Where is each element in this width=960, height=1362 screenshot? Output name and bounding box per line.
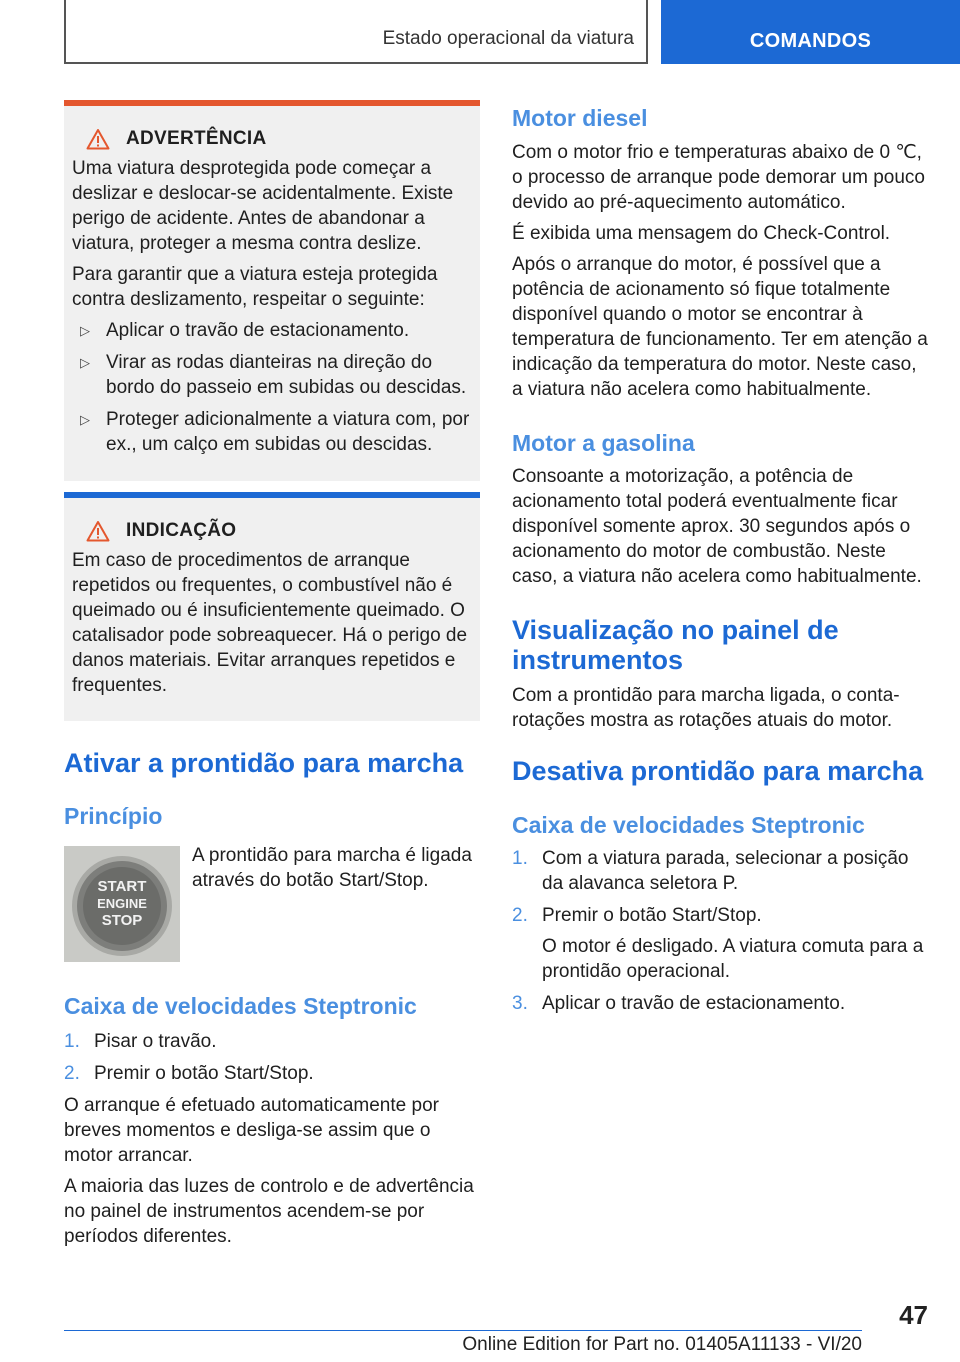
step-text: Pisar o travão.	[94, 1031, 217, 1052]
list-item	[512, 903, 932, 928]
warning-paragraph-2: Para garantir que a viatura esteja protegida contra deslizamento, respeitar o seguinte:	[72, 264, 438, 310]
list-item	[512, 991, 932, 1016]
step-number: 1.	[512, 848, 528, 869]
warning-title: ADVERTÊNCIA	[126, 128, 267, 149]
activate-paragraph-2: A maioria das luzes de controlo e de advertência no painel de instrumentos acendem-se por períodos diferentes.	[64, 1176, 474, 1247]
principle-text: A prontidão para marcha é ligada através do botão Start/Stop.	[192, 845, 472, 891]
header-chapter-title: COMANDOS	[749, 30, 872, 52]
step-2-subtext: O motor é desligado. A viatura comuta para a prontidão operacional.	[542, 936, 924, 982]
start-stop-button-image	[64, 846, 180, 962]
list-item-text: Proteger adicionalmente a viatura com, por ex., um calço em subidas ou descidas.	[106, 409, 470, 455]
bullet-marker-icon: ▷	[80, 412, 90, 427]
bullet-marker-icon: ▷	[80, 355, 90, 370]
deactivate-steps	[512, 846, 932, 1023]
diesel-paragraph-3: Após o arranque do motor, é possível que a potência de acionamento só fique totalmente disponível quando o motor se encontrar à temperatura de funcionamento. Ter em atenção a indicação da temperatura do motor. Neste caso, a viatura não acelera como habitualmente.	[512, 254, 928, 400]
heading-steptronic-left: Caixa de velocidades Steptronic	[64, 993, 417, 1019]
engine-label: ENGINE	[97, 896, 147, 911]
activate-steps	[64, 1029, 480, 1255]
heading-deactivate: Desativa prontidão para marcha	[512, 756, 924, 786]
start-label: START	[97, 878, 147, 895]
list-item	[72, 407, 472, 457]
step-number: 2.	[512, 905, 528, 926]
step-text: Aplicar o travão de estacionamento.	[542, 993, 846, 1014]
petrol-paragraph-1: Consoante a motorização, a potência de acionamento total poderá eventualmente ficar disponível somente aprox. 30 segundos após o acionamento do motor de combustão. Neste caso, a viatura não acelera como habitualmente.	[512, 466, 922, 587]
warning-triangle-icon	[86, 520, 110, 542]
heading-petrol: Motor a gasolina	[512, 430, 695, 456]
warning-paragraph-1: Uma viatura desprotegida pode começar a deslizar e deslocar-se acidentalmente. Existe perigo de acidente. Antes de abandonar a viatura, proteger a mesma contra deslize.	[72, 158, 454, 254]
step-number: 1.	[64, 1031, 80, 1052]
heading-diesel: Motor diesel	[512, 105, 648, 131]
note-paragraph: Em caso de procedimentos de arranque repetidos ou frequentes, o combustível não é queimado ou é insuficientemente queimado. O catalisador pode sobreaquecer. Há o perigo de danos materiais. Evitar arranques repetidos e frequentes.	[72, 550, 468, 696]
start-stop-label	[64, 878, 180, 929]
footer-divider	[64, 1330, 862, 1331]
header-chapter-tab	[661, 0, 960, 64]
bullet-marker-icon: ▷	[80, 323, 90, 338]
step-number: 3.	[512, 993, 528, 1014]
step-text: Com a viatura parada, selecionar a posição da alavanca seletora P.	[542, 848, 909, 894]
heading-display: Visualização no painel de instrumentos	[512, 615, 839, 675]
step-text: Premir o botão Start/Stop.	[542, 905, 762, 926]
page-number: 47	[899, 1300, 928, 1330]
warning-bullet-list	[72, 318, 472, 457]
warning-triangle-icon	[86, 128, 110, 150]
diesel-paragraph-1: Com o motor frio e temperaturas abaixo de 0 ℃, o processo de arranque pode demorar um pouco devido ao pré-aquecimento automático.	[512, 142, 925, 213]
list-item	[512, 934, 932, 984]
heading-principle: Princípio	[64, 803, 163, 829]
display-section	[512, 683, 932, 739]
list-item-text: Aplicar o travão de estacionamento.	[106, 320, 410, 341]
diesel-section	[512, 140, 932, 408]
note-title-row	[86, 520, 472, 542]
diesel-paragraph-2: É exibida uma mensagem do Check-Control.	[512, 223, 891, 244]
note-box	[64, 492, 480, 721]
warning-box	[64, 100, 480, 481]
activate-paragraph-1: O arranque é efetuado automaticamente por breves momentos e desliga-se assim que o motor arrancar.	[64, 1095, 439, 1166]
stop-label: STOP	[101, 912, 143, 929]
list-item	[72, 318, 472, 343]
heading-steptronic-right: Caixa de velocidades Steptronic	[512, 812, 865, 838]
header-section-tab	[64, 0, 648, 64]
footer-edition: Online Edition for Part no. 01405A11133 - VI/20	[462, 1334, 862, 1355]
list-item	[64, 1061, 480, 1086]
list-item	[512, 846, 932, 896]
petrol-section	[512, 464, 932, 595]
step-text: Premir o botão Start/Stop.	[94, 1063, 314, 1084]
list-item	[72, 350, 472, 400]
warning-title-row	[86, 128, 472, 150]
list-item-text: Virar as rodas dianteiras na direção do bordo do passeio em subidas ou descidas.	[106, 352, 467, 398]
step-number: 2.	[64, 1063, 80, 1084]
note-title: INDICAÇÃO	[126, 520, 237, 541]
list-item	[64, 1029, 480, 1054]
header-section-title: Estado operacional da viatura	[382, 28, 634, 49]
heading-activate: Ativar a prontidão para marcha	[64, 748, 464, 778]
display-paragraph-1: Com a prontidão para marcha ligada, o conta-rotações mostra as rotações atuais do motor.	[512, 685, 900, 731]
